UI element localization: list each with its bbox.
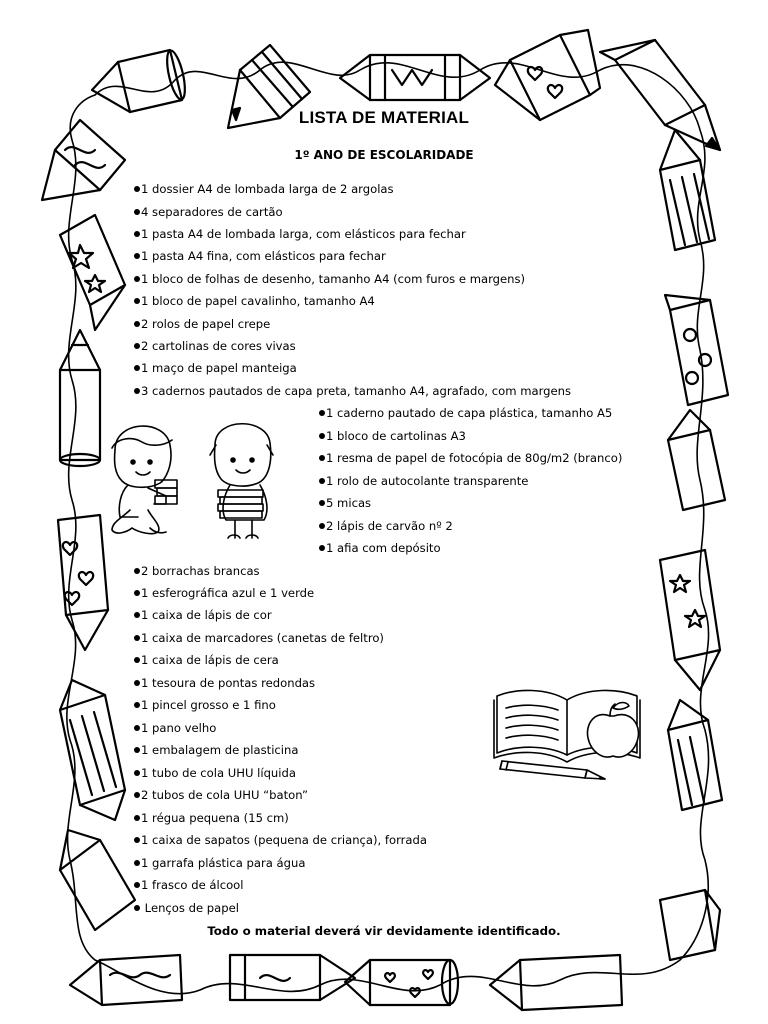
list-item: 2 cartolinas de cores vivas <box>134 339 296 353</box>
list-item: 1 embalagem de plasticina <box>134 743 298 757</box>
list-item: 1 rolo de autocolante transparente <box>319 474 528 488</box>
list-item: 1 caderno pautado de capa plástica, tamanho A5 <box>319 406 612 420</box>
bullet-icon <box>134 635 140 641</box>
bullet-icon <box>134 860 140 866</box>
list-item: Lenços de papel <box>134 901 239 915</box>
list-item: 1 tubo de cola UHU líquida <box>134 766 296 780</box>
bullet-icon <box>134 298 140 304</box>
bullet-icon <box>134 747 140 753</box>
list-item: 1 pincel grosso e 1 fino <box>134 698 276 712</box>
list-item: 1 bloco de papel cavalinho, tamanho A4 <box>134 294 375 308</box>
list-item: 1 frasco de álcool <box>134 878 244 892</box>
bullet-icon <box>319 410 325 416</box>
book-apple-pencil-illustration <box>492 678 642 788</box>
bullet-icon <box>134 612 140 618</box>
bullet-icon <box>134 388 140 394</box>
list-item: 1 régua pequena (15 cm) <box>134 811 289 825</box>
bullet-icon <box>134 276 140 282</box>
bullet-icon <box>134 568 140 574</box>
list-item: 1 pasta A4 de lombada larga, com elásticos para fechar <box>134 227 466 241</box>
list-item: 1 caixa de sapatos (pequena de criança), forrada <box>134 833 427 847</box>
bullet-icon <box>134 343 140 349</box>
list-item: 5 micas <box>319 496 371 510</box>
list-item: 1 dossier A4 de lombada larga de 2 argolas <box>134 182 394 196</box>
page-subtitle: 1º ANO DE ESCOLARIDADE <box>294 148 474 162</box>
bullet-icon <box>134 815 140 821</box>
footer-note: Todo o material deverá vir devidamente identificado. <box>207 924 561 938</box>
list-item: 1 bloco de cartolinas A3 <box>319 429 466 443</box>
bullet-icon <box>134 882 140 888</box>
bullet-icon <box>134 209 140 215</box>
bullet-icon <box>134 590 140 596</box>
list-item: 1 caixa de lápis de cor <box>134 608 272 622</box>
bullet-icon <box>319 455 325 461</box>
bullet-icon <box>134 680 140 686</box>
list-item: 1 caixa de lápis de cera <box>134 653 279 667</box>
list-item: 1 tesoura de pontas redondas <box>134 676 315 690</box>
list-item: 1 caixa de marcadores (canetas de feltro) <box>134 631 384 645</box>
list-item: 1 bloco de folhas de desenho, tamanho A4 (com furos e margens) <box>134 272 525 286</box>
list-item: 1 maço de papel manteiga <box>134 361 297 375</box>
list-item: 2 rolos de papel crepe <box>134 317 270 331</box>
bullet-icon <box>134 253 140 259</box>
list-item: 3 cadernos pautados de capa preta, tamanho A4, agrafado, com margens <box>134 384 571 398</box>
list-item: 1 esferográfica azul e 1 verde <box>134 586 314 600</box>
bullet-icon <box>134 365 140 371</box>
bullet-icon <box>134 321 140 327</box>
list-item: 1 resma de papel de fotocópia de 80g/m2 (branco) <box>319 451 622 465</box>
bullet-icon <box>134 905 140 911</box>
bullet-icon <box>319 500 325 506</box>
page-title: LISTA DE MATERIAL <box>298 108 470 127</box>
bullet-icon <box>134 770 140 776</box>
list-item: 1 pano velho <box>134 721 216 735</box>
list-item: 2 lápis de carvão nº 2 <box>319 519 453 533</box>
bullet-icon <box>134 186 140 192</box>
list-item: 4 separadores de cartão <box>134 205 283 219</box>
bullet-icon <box>319 433 325 439</box>
list-item: 1 afia com depósito <box>319 541 441 555</box>
bullet-icon <box>134 231 140 237</box>
list-item: 2 borrachas brancas <box>134 564 260 578</box>
list-item: 1 garrafa plástica para água <box>134 856 305 870</box>
bullet-icon <box>134 837 140 843</box>
list-item: 1 pasta A4 fina, com elásticos para fechar <box>134 249 386 263</box>
bullet-icon <box>319 523 325 529</box>
bullet-icon <box>134 725 140 731</box>
children-with-books-illustration <box>100 410 305 550</box>
bullet-icon <box>134 792 140 798</box>
bullet-icon <box>319 478 325 484</box>
bullet-icon <box>134 702 140 708</box>
list-item: 2 tubos de cola UHU “baton” <box>134 788 308 802</box>
bullet-icon <box>319 545 325 551</box>
bullet-icon <box>134 657 140 663</box>
